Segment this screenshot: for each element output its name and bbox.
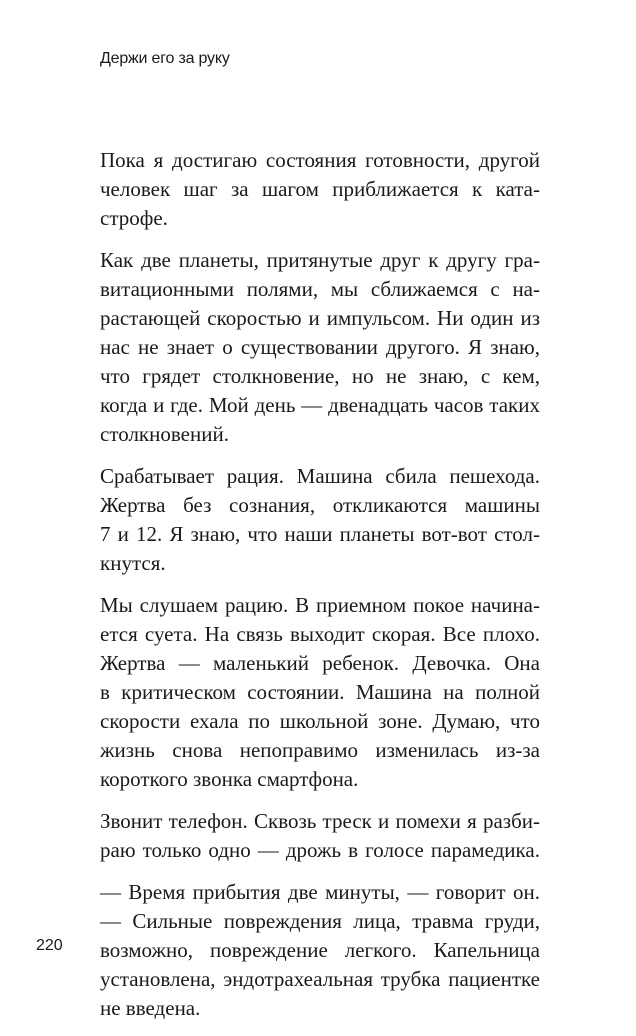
- text-line: короткого звонка смартфона.: [100, 767, 359, 791]
- text-line: столкновений.: [100, 422, 229, 446]
- text-line: Пока я достигаю состояния готовности, другой: [100, 148, 540, 172]
- text-line: — Сильные повреждения лица, травма груди,: [100, 909, 540, 933]
- text-line: Жертва — маленький ребенок. Девочка. Она: [100, 651, 540, 675]
- paragraph: [100, 591, 540, 794]
- text-line: растающей скоростью и импульсом. Ни один из: [100, 306, 540, 330]
- text-line: Мы слушаем рацию. В приемном покое начина-: [100, 593, 540, 617]
- page-number: 220: [36, 937, 63, 954]
- text-line: человек шаг за шагом приближается к ката-: [100, 177, 540, 201]
- text-line: в критическом состоянии. Машина на полной: [100, 680, 540, 704]
- paragraph: [100, 807, 540, 865]
- text-line: строфе.: [100, 206, 168, 230]
- text-line: установлена, эндотрахеальная трубка пациентке: [100, 967, 540, 991]
- paragraph: [100, 246, 540, 449]
- text-line: Срабатывает рация. Машина сбила пешехода.: [100, 464, 540, 488]
- text-line: Как две планеты, притянутые друг к другу гра-: [100, 248, 540, 272]
- text-line: Жертва без сознания, откликаются машины: [100, 493, 540, 517]
- text-line: жизнь снова непоправимо изменилась из-за: [100, 738, 540, 762]
- paragraph: [100, 146, 540, 233]
- text-line: раю только одно — дрожь в голосе парамедика.: [100, 838, 540, 862]
- paragraph: [100, 462, 540, 578]
- text-line: скорости ехала по школьной зоне. Думаю, что: [100, 709, 540, 733]
- text-line: нас не знает о существовании другого. Я знаю,: [100, 335, 540, 359]
- text-line: что грядет столкновение, но не знаю, с кем,: [100, 364, 540, 388]
- text-line: Звонит телефон. Сквозь треск и помехи я разби-: [100, 809, 540, 833]
- text-line: 7 и 12. Я знаю, что наши планеты вот-вот стол-: [100, 522, 540, 546]
- text-line: возможно, повреждение легкого. Капельница: [100, 938, 540, 962]
- text-line: когда и где. Мой день — двенадцать часов таких: [100, 393, 540, 417]
- paragraph: [100, 878, 540, 1023]
- text-line: витационными полями, мы сближаемся с на-: [100, 277, 540, 301]
- text-line: не введена.: [100, 996, 201, 1020]
- running-head: Держи его за руку: [100, 50, 230, 67]
- text-line: — Время прибытия две минуты, — говорит он.: [100, 880, 540, 904]
- body-text: [100, 146, 540, 1036]
- text-line: ется суета. На связь выходит скорая. Все плохо.: [100, 622, 540, 646]
- text-line: кнутся.: [100, 551, 166, 575]
